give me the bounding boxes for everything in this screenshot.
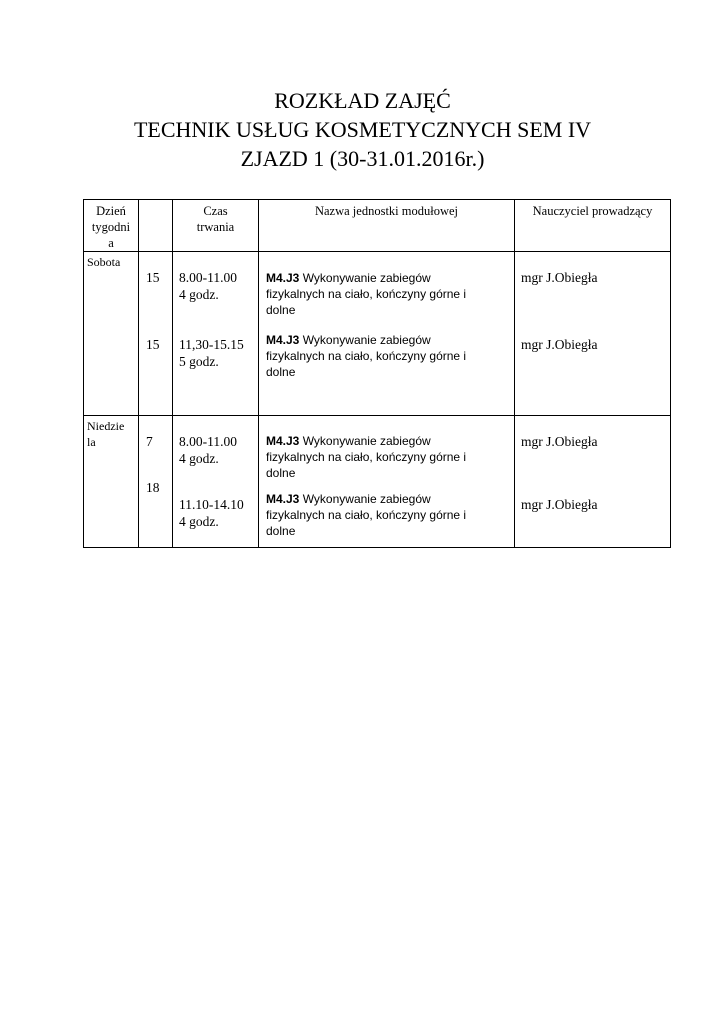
subject-line: Wykonywanie zabiegów [302, 271, 431, 285]
duration: 4 godz. [179, 287, 219, 302]
day-row-sunday [84, 416, 671, 548]
time-range: 11.10-14.10 [179, 497, 244, 512]
header-day [84, 200, 139, 252]
time-range: 11,30-15.15 [179, 337, 244, 352]
title-line-2: TECHNIK USŁUG KOSMETYCZNYCH SEM IV [133, 117, 592, 142]
header-day-line: tygodni [91, 220, 131, 234]
hours-value: 7 [146, 434, 153, 449]
subject-slot [266, 433, 511, 481]
day-row-saturday [84, 252, 671, 416]
teacher-cell [515, 416, 671, 548]
hours-value: 15 [146, 337, 160, 352]
time-cell [173, 416, 259, 548]
subject-line: Wykonywanie zabiegów [302, 333, 431, 347]
subject-line: fizykalnych na ciało, kończyny górne i [266, 450, 467, 464]
time-cell [173, 252, 259, 416]
module-code: M4.J3 [266, 492, 300, 506]
duration: 5 godz. [179, 354, 219, 369]
day-cell [84, 252, 139, 416]
header-subject: Nazwa jednostki modułowej [259, 200, 515, 252]
subject-slot [266, 491, 511, 539]
teacher-name: mgr J.Obiegła [521, 434, 598, 449]
subject-line: Wykonywanie zabiegów [302, 434, 431, 448]
header-hours [139, 200, 173, 252]
day-cell [84, 416, 139, 548]
hours-cell [139, 416, 173, 548]
title-line-3: ZJAZD 1 (30-31.01.2016r.) [240, 146, 485, 171]
subject-slot [266, 270, 511, 318]
teacher-name: mgr J.Obiegła [521, 497, 598, 512]
time-slot [179, 433, 237, 467]
header-time-line: trwania [196, 220, 235, 234]
subject-line: dolne [266, 466, 296, 480]
day-name: Sobota [87, 255, 121, 269]
time-slot [179, 336, 244, 370]
hours-value: 15 [146, 270, 160, 285]
time-slot [179, 496, 244, 530]
header-day-line: Dzień [96, 204, 126, 218]
subject-line: dolne [266, 365, 296, 379]
subject-slot [266, 332, 511, 380]
header-time-line: Czas [203, 204, 228, 218]
subject-line: dolne [266, 303, 296, 317]
document-title [0, 86, 725, 173]
hours-value: 18 [146, 480, 160, 495]
subject-cell [259, 416, 515, 548]
subject-cell [259, 252, 515, 416]
teacher-name: mgr J.Obiegła [521, 337, 598, 352]
teacher-name: mgr J.Obiegła [521, 270, 598, 285]
subject-line: fizykalnych na ciało, kończyny górne i [266, 349, 467, 363]
header-day-line: a [108, 236, 114, 250]
subject-line: Wykonywanie zabiegów [302, 492, 431, 506]
day-name: Niedzie [87, 419, 125, 433]
module-code: M4.J3 [266, 434, 300, 448]
subject-line: fizykalnych na ciało, kończyny górne i [266, 287, 467, 301]
day-name: la [87, 435, 96, 449]
time-range: 8.00-11.00 [179, 434, 237, 449]
header-row [84, 200, 671, 252]
module-code: M4.J3 [266, 333, 300, 347]
duration: 4 godz. [179, 514, 219, 529]
subject-line: fizykalnych na ciało, kończyny górne i [266, 508, 467, 522]
subject-line: dolne [266, 524, 296, 538]
time-range: 8.00-11.00 [179, 270, 237, 285]
title-line-1: ROZKŁAD ZAJĘĆ [274, 88, 451, 113]
schedule-table [83, 199, 671, 548]
teacher-cell [515, 252, 671, 416]
header-teacher: Nauczyciel prowadzący [515, 200, 671, 252]
time-slot [179, 269, 237, 303]
header-time [173, 200, 259, 252]
module-code: M4.J3 [266, 271, 300, 285]
hours-cell [139, 252, 173, 416]
duration: 4 godz. [179, 451, 219, 466]
